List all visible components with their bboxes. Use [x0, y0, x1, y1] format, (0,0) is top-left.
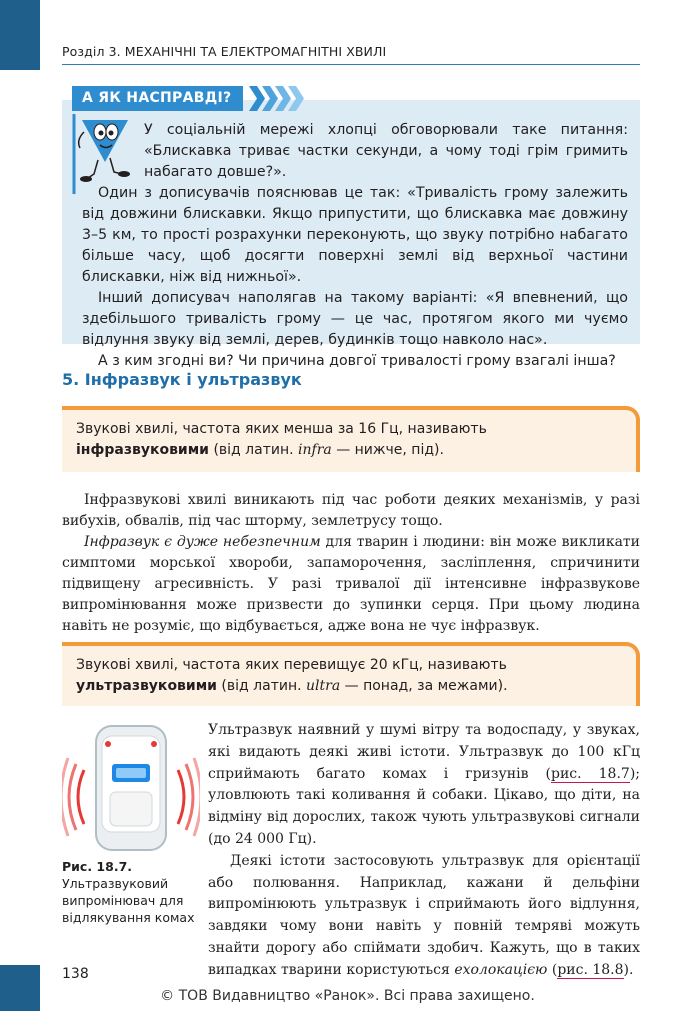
definition-text: [76, 419, 620, 461]
body-text: Деякі істоти застосовують ультразвук для орієнтації або полювання. Наприклад, кажани й дельфіни випромінюють ультразвук і сприймають його відлуння, завдяки чому вони навіть у повній темряві можуть знайти дорогу або спіймати здобич. Кажуть, що в таких випадках тварини користуються: [208, 852, 640, 978]
body-text: ); уловлюють такі коливання й собаки. Цікаво, що діти, на відміну від дорослих, також чують ультразвукові сигнали (до 24 000 Гц).: [208, 765, 640, 847]
figure-reference-link[interactable]: рис. 18.7: [550, 765, 630, 782]
figure-reference-link[interactable]: рис. 18.8: [557, 961, 624, 978]
body-paragraph: Інфразвукові хвилі виникають під час роботи деяких механізмів, у разі вибухів, обвалів, під час шторму, землетрусу тощо.: [62, 492, 640, 529]
running-header: Розділ 3. МЕХАНІЧНІ ТА ЕЛЕКТРОМАГНІТНІ ХВИЛІ: [62, 44, 387, 59]
definition-text-start: Звукові хвилі, частота яких перевищує 20 кГц, називають: [76, 657, 507, 673]
section-heading: 5. Інфразвук і ультразвук: [62, 370, 302, 389]
defined-term: інфразвуковими: [76, 442, 209, 458]
body-text: Ультразвук наявний у шумі вітру та водоспаду, у звуках, які видають деякі живі істоти. Ультразвук до 100 кГц сприймають багато комах і гризунів (: [208, 722, 640, 782]
ultrasonic-repeller-illustration: [62, 722, 200, 852]
figure-caption-text: Ультразвуковий випромінювач для відлякування комах: [62, 876, 195, 925]
definition-box-infrasound: [62, 406, 640, 472]
chevron-arrows-icon: [249, 86, 305, 111]
latin-word: ultra: [306, 678, 341, 694]
callout-paragraph-2-text: Один з дописувачів пояснював це так: «Тривалість грому залежить від довжини блискавки. Якщо припустити, що блискавка має довжину 3–5 км, то прості розрахунки переконують, що звуку потрібно набагато більше часу, щоб досягти поверхні землі від верхньої частини блискавки, ніж від нижньої».: [82, 185, 628, 285]
body-paragraph: [62, 532, 640, 637]
body-paragraph: [208, 851, 640, 982]
header-rule: [62, 64, 640, 65]
infrasound-paragraphs: [62, 490, 640, 637]
callout-paragraph-3: Інший дописувач наполягав на такому варіанті: «Я впевнений, що здебільшого тривалість грому — це час, протягом якого ми чуємо відлуння звуку від землі, дерев, будинків тощо навколо нас».: [82, 290, 628, 348]
callout-tag: А ЯК НАСПРАВДІ?: [72, 86, 243, 111]
body-text: для тварин і людини: він може викликати симптоми морської хвороби, запаморочення, засліплення, спричинити підвищену агресивність. У разі тривалої дії інтенсивне інфразвукове випромінювання може призвести до зупинки серця. При цьому людина навіть не розуміє, що відбувається, адже вона не чує інфразвук.: [62, 534, 640, 634]
defined-term: ультразвуковими: [76, 678, 217, 694]
body-paragraph: [208, 720, 640, 851]
callout-paragraph-4: А з ким згодні ви? Чи причина довгої тривалості грому взагалі інша?: [98, 353, 616, 369]
figure-number: Рис. 18.7.: [62, 859, 133, 874]
copyright-footer: © ТОВ Видавництво «Ранок». Всі права захищено.: [160, 988, 535, 1004]
emphasis-text: ехолокацією: [454, 961, 548, 978]
definition-box-ultrasound: [62, 642, 640, 706]
body-text: (: [547, 961, 558, 978]
definition-text-end: — нижче, під).: [331, 442, 444, 458]
definition-text-start: Звукові хвилі, частота яких менша за 16 Гц, називають: [76, 421, 487, 437]
definition-text: [76, 655, 620, 697]
callout-text: [82, 120, 628, 372]
figure-caption: [62, 858, 202, 926]
page-number: 138: [62, 966, 89, 982]
definition-text-end: — понад, за межами).: [340, 678, 508, 694]
callout-paragraph-2: [82, 183, 628, 288]
body-text: ).: [623, 961, 634, 978]
side-tab-top: [0, 0, 40, 70]
emphasis-text: Інфразвук є дуже небезпечним: [84, 534, 321, 550]
definition-text-mid: (від латин.: [209, 442, 299, 458]
latin-word: infra: [298, 442, 332, 458]
callout-paragraph-1: У соціальній мережі хлопці обговорювали таке питання: «Блискавка триває частки секунди, а чому тоді грім гримить набагато довше?».: [144, 122, 628, 180]
definition-text-mid: (від латин.: [216, 678, 307, 694]
ultrasound-paragraphs: [208, 720, 640, 982]
